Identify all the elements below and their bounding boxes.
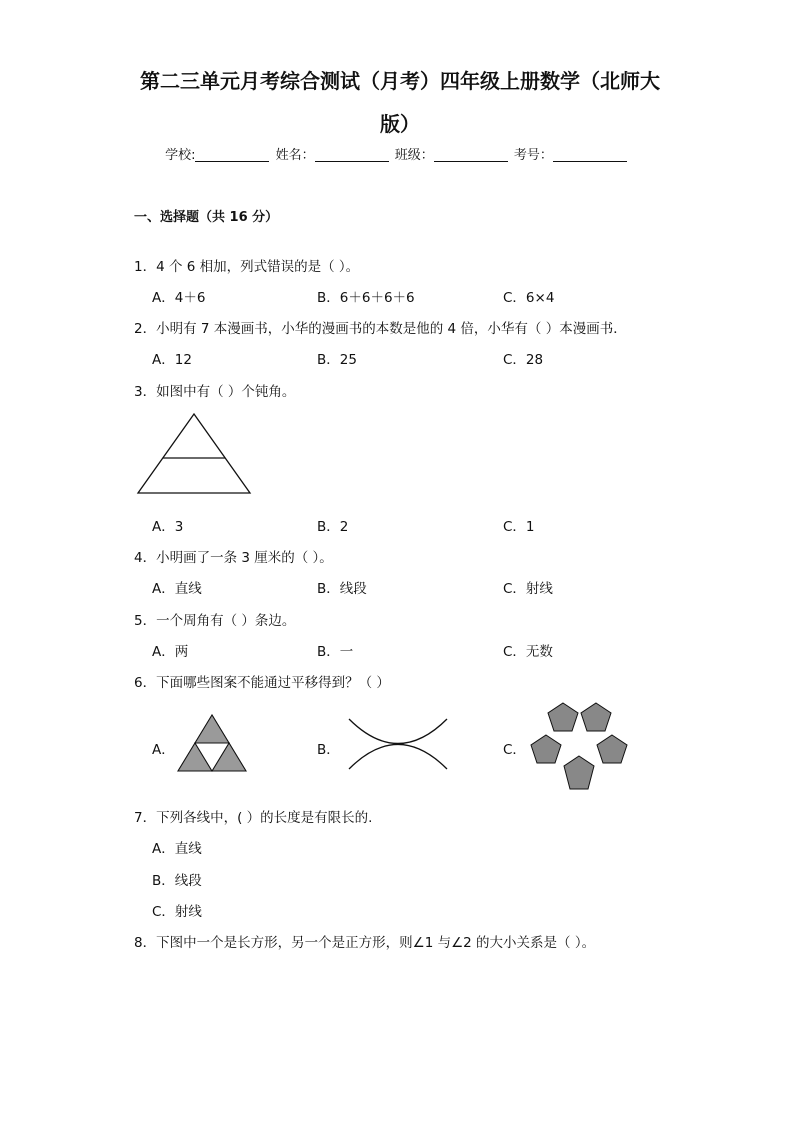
school-label: 学校: [165,148,196,163]
question-number: 3． [134,384,157,400]
question-number: 6． [134,675,157,691]
question-7 [134,806,372,826]
option-b[interactable]: B．线段 [317,581,367,597]
option-a[interactable]: A．4＋6 [152,290,206,306]
option-c[interactable]: C．射线 [503,581,553,597]
question-text: 下列各线中，( ）的长度是有限长的. [156,810,373,826]
option-b[interactable]: B．2 [317,519,349,535]
option-b[interactable]: B． [317,742,340,758]
question-text: 如图中有（ ）个钝角。 [156,384,296,400]
question-6 [134,671,390,691]
question-text: 小明画了一条 3 厘米的（ ）。 [156,550,333,566]
option-c[interactable]: C．28 [503,352,544,368]
option-b[interactable]: B．一 [317,644,354,660]
option-a[interactable]: A．12 [152,352,192,368]
curves-image [348,716,448,772]
question-8 [134,931,595,951]
option-c[interactable]: C． [503,742,526,758]
name-label: 姓名： [275,148,315,163]
option-a[interactable]: A．3 [152,519,184,535]
option-b[interactable]: B．25 [317,352,357,368]
class-label: 班级： [394,148,434,163]
option-a[interactable]: A．直线 [152,841,202,857]
question-1 [134,255,359,275]
name-blank[interactable] [315,147,389,162]
question-text: 4 个 6 相加，列式错误的是（ ）。 [156,259,360,275]
triangle-figure [137,412,251,494]
exam-title-line1: 第二三单元月考综合测试（月考）四年级上册数学（北师大 [140,69,660,93]
pentagon-ring-image [530,701,628,791]
question-number: 2． [134,321,157,337]
question-number: 8． [134,935,157,951]
class-blank[interactable] [434,147,508,162]
question-number: 1． [134,259,157,275]
question-4 [134,546,333,566]
question-number: 5． [134,613,157,629]
question-text: 下图中一个是长方形，另一个是正方形，则∠1 与∠2 的大小关系是（ ）。 [156,935,596,951]
question-text: 小明有 7 本漫画书，小华的漫画书的本数是他的 4 倍，小华有（ ）本漫画书． [156,321,627,337]
option-b[interactable]: B．6＋6＋6＋6 [317,290,415,306]
exam-title-line2: 版） [380,112,420,136]
option-a[interactable]: A．两 [152,644,189,660]
section-title: 一、选择题（共 16 分） [134,210,279,225]
question-text: 一个周角有（ ）条边。 [156,613,296,629]
question-5 [134,609,295,629]
question-3 [134,380,295,400]
question-2 [134,317,627,337]
exam-no-blank[interactable] [553,147,627,162]
question-number: 7． [134,810,157,826]
option-c[interactable]: C．1 [503,519,535,535]
exam-no-label: 考号： [513,148,553,163]
option-c[interactable]: C．射线 [152,904,202,920]
option-c[interactable]: C．6×4 [503,290,555,306]
triangle-pattern-image [177,714,247,772]
option-a[interactable]: A．直线 [152,581,202,597]
student-info-line [0,144,794,163]
option-a[interactable]: A． [152,742,175,758]
question-text: 下面哪些图案不能通过平移得到？（ ） [156,675,390,691]
option-c[interactable]: C．无数 [503,644,553,660]
option-b[interactable]: B．线段 [152,873,202,889]
school-blank[interactable] [195,147,269,162]
question-number: 4． [134,550,157,566]
